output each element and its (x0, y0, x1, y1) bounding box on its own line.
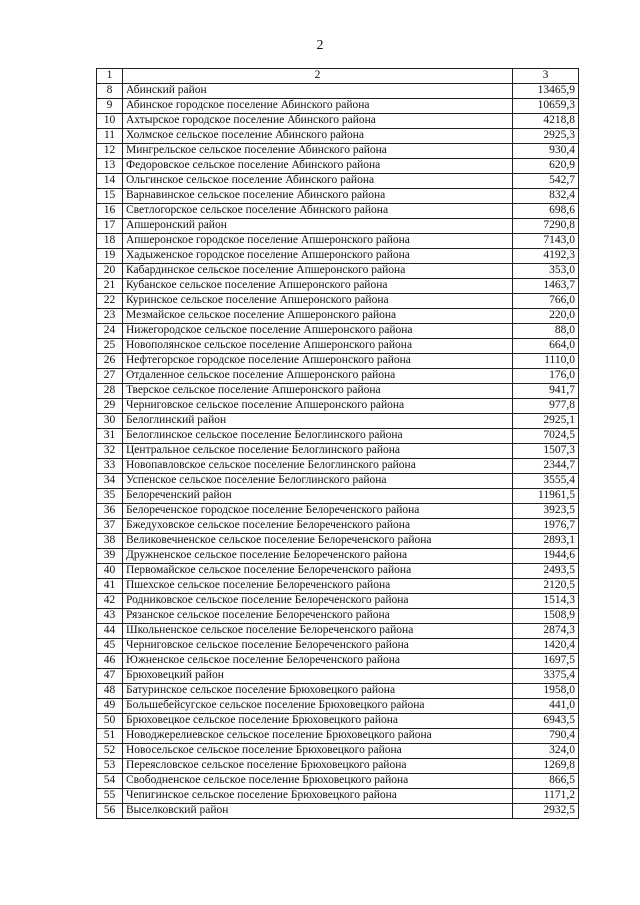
row-name-cell: Ольгинское сельское поселение Абинского района (123, 174, 513, 189)
row-name-cell: Новопавловское сельское поселение Белоглинского района (123, 459, 513, 474)
row-value-cell: 3555,4 (513, 474, 579, 489)
row-value-cell: 2925,3 (513, 129, 579, 144)
row-number-cell: 39 (97, 549, 123, 564)
row-value-cell: 1508,9 (513, 609, 579, 624)
row-name-cell: Выселковский район (123, 804, 513, 819)
table-row (97, 129, 579, 144)
row-name-cell: Батуринское сельское поселение Брюховецкого района (123, 684, 513, 699)
row-number-cell: 45 (97, 639, 123, 654)
table-row (97, 174, 579, 189)
row-number-cell: 53 (97, 759, 123, 774)
row-name-cell: Мезмайское сельское поселение Апшеронского района (123, 309, 513, 324)
row-value-cell: 7143,0 (513, 234, 579, 249)
row-name-cell: Брюховецкое сельское поселение Брюховецкого района (123, 714, 513, 729)
row-name-cell: Новосельское сельское поселение Брюховецкого района (123, 744, 513, 759)
row-value-cell: 1976,7 (513, 519, 579, 534)
table-row (97, 639, 579, 654)
table-row (97, 429, 579, 444)
table-row (97, 324, 579, 339)
table-row (97, 204, 579, 219)
table-row (97, 159, 579, 174)
table-row (97, 774, 579, 789)
row-number-cell: 28 (97, 384, 123, 399)
row-name-cell: Первомайское сельское поселение Белореченского района (123, 564, 513, 579)
row-name-cell: Нефтегорское городское поселение Апшеронского района (123, 354, 513, 369)
row-number-cell: 34 (97, 474, 123, 489)
table-row (97, 564, 579, 579)
row-number-cell: 42 (97, 594, 123, 609)
row-value-cell: 1463,7 (513, 279, 579, 294)
row-number-cell: 17 (97, 219, 123, 234)
allocation-table (96, 68, 579, 819)
row-value-cell: 11961,5 (513, 489, 579, 504)
row-value-cell: 1420,4 (513, 639, 579, 654)
row-number-cell: 11 (97, 129, 123, 144)
table-row (97, 99, 579, 114)
row-value-cell: 353,0 (513, 264, 579, 279)
table-row (97, 84, 579, 99)
row-value-cell: 1958,0 (513, 684, 579, 699)
row-value-cell: 620,9 (513, 159, 579, 174)
table-row (97, 519, 579, 534)
row-number-cell: 9 (97, 99, 123, 114)
row-name-cell: Большебейсугское сельское поселение Брюховецкого района (123, 699, 513, 714)
row-number-cell: 48 (97, 684, 123, 699)
row-name-cell: Чепигинское сельское поселение Брюховецкого района (123, 789, 513, 804)
row-value-cell: 6943,5 (513, 714, 579, 729)
row-number-cell: 40 (97, 564, 123, 579)
table-row (97, 699, 579, 714)
table-row (97, 384, 579, 399)
row-name-cell: Холмское сельское поселение Абинского района (123, 129, 513, 144)
row-name-cell: Варнавинское сельское поселение Абинского района (123, 189, 513, 204)
table-row (97, 249, 579, 264)
row-number-cell: 23 (97, 309, 123, 324)
table-row (97, 714, 579, 729)
row-name-cell: Ахтырское городское поселение Абинского района (123, 114, 513, 129)
row-number-cell: 56 (97, 804, 123, 819)
table-row (97, 684, 579, 699)
row-number-cell: 44 (97, 624, 123, 639)
row-name-cell: Тверское сельское поселение Апшеронского района (123, 384, 513, 399)
row-value-cell: 2893,1 (513, 534, 579, 549)
row-value-cell: 1944,6 (513, 549, 579, 564)
row-name-cell: Родниковское сельское поселение Белореченского района (123, 594, 513, 609)
row-name-cell: Кабардинское сельское поселение Апшеронского района (123, 264, 513, 279)
row-value-cell: 1507,3 (513, 444, 579, 459)
row-number-cell: 15 (97, 189, 123, 204)
table-row (97, 624, 579, 639)
row-number-cell: 24 (97, 324, 123, 339)
row-number-cell: 18 (97, 234, 123, 249)
table-row (97, 264, 579, 279)
table-row (97, 474, 579, 489)
row-value-cell: 3375,4 (513, 669, 579, 684)
row-value-cell: 1110,0 (513, 354, 579, 369)
row-value-cell: 790,4 (513, 729, 579, 744)
row-number-cell: 21 (97, 279, 123, 294)
row-name-cell: Куринское сельское поселение Апшеронского района (123, 294, 513, 309)
table-row (97, 339, 579, 354)
row-number-cell: 10 (97, 114, 123, 129)
row-name-cell: Белоглинское сельское поселение Белоглинского района (123, 429, 513, 444)
row-number-cell: 30 (97, 414, 123, 429)
row-number-cell: 26 (97, 354, 123, 369)
row-value-cell: 88,0 (513, 324, 579, 339)
table-row (97, 234, 579, 249)
row-value-cell: 4218,8 (513, 114, 579, 129)
row-value-cell: 832,4 (513, 189, 579, 204)
row-value-cell: 866,5 (513, 774, 579, 789)
table-row (97, 459, 579, 474)
row-number-cell: 29 (97, 399, 123, 414)
row-value-cell: 1171,2 (513, 789, 579, 804)
row-number-cell: 37 (97, 519, 123, 534)
row-value-cell: 10659,3 (513, 99, 579, 114)
row-name-cell: Хадыженское городское поселение Апшеронского района (123, 249, 513, 264)
table-row (97, 279, 579, 294)
row-name-cell: Мингрельское сельское поселение Абинского района (123, 144, 513, 159)
row-value-cell: 1697,5 (513, 654, 579, 669)
header-cell-name: 2 (123, 69, 513, 84)
row-value-cell: 441,0 (513, 699, 579, 714)
row-number-cell: 22 (97, 294, 123, 309)
row-value-cell: 941,7 (513, 384, 579, 399)
row-number-cell: 32 (97, 444, 123, 459)
row-value-cell: 2120,5 (513, 579, 579, 594)
row-name-cell: Пшехское сельское поселение Белореченского района (123, 579, 513, 594)
row-number-cell: 12 (97, 144, 123, 159)
row-value-cell: 977,8 (513, 399, 579, 414)
row-number-cell: 25 (97, 339, 123, 354)
row-value-cell: 930,4 (513, 144, 579, 159)
row-number-cell: 52 (97, 744, 123, 759)
table-row (97, 399, 579, 414)
row-value-cell: 7024,5 (513, 429, 579, 444)
table-row (97, 354, 579, 369)
row-name-cell: Кубанское сельское поселение Апшеронского района (123, 279, 513, 294)
row-number-cell: 49 (97, 699, 123, 714)
row-value-cell: 766,0 (513, 294, 579, 309)
row-value-cell: 542,7 (513, 174, 579, 189)
row-number-cell: 46 (97, 654, 123, 669)
row-name-cell: Южненское сельское поселение Белореченского района (123, 654, 513, 669)
row-name-cell: Апшеронское городское поселение Апшеронского района (123, 234, 513, 249)
row-value-cell: 4192,3 (513, 249, 579, 264)
row-name-cell: Нижегородское сельское поселение Апшеронского района (123, 324, 513, 339)
row-number-cell: 16 (97, 204, 123, 219)
row-number-cell: 47 (97, 669, 123, 684)
row-value-cell: 2344,7 (513, 459, 579, 474)
row-name-cell: Светлогорское сельское поселение Абинского района (123, 204, 513, 219)
row-name-cell: Черниговское сельское поселение Белореченского района (123, 639, 513, 654)
table-row (97, 549, 579, 564)
table-row (97, 369, 579, 384)
header-cell-value: 3 (513, 69, 579, 84)
row-value-cell: 2493,5 (513, 564, 579, 579)
row-number-cell: 43 (97, 609, 123, 624)
table-row (97, 114, 579, 129)
row-number-cell: 31 (97, 429, 123, 444)
row-number-cell: 51 (97, 729, 123, 744)
row-name-cell: Белореченское городское поселение Белореченского района (123, 504, 513, 519)
row-number-cell: 13 (97, 159, 123, 174)
row-name-cell: Белореченский район (123, 489, 513, 504)
row-name-cell: Центральное сельское поселение Белоглинского района (123, 444, 513, 459)
row-name-cell: Абинское городское поселение Абинского района (123, 99, 513, 114)
row-value-cell: 2874,3 (513, 624, 579, 639)
table-row (97, 654, 579, 669)
row-name-cell: Великовечненское сельское поселение Белореченского района (123, 534, 513, 549)
table-row (97, 594, 579, 609)
table-row (97, 414, 579, 429)
table-row (97, 489, 579, 504)
table-row (97, 804, 579, 819)
row-number-cell: 54 (97, 774, 123, 789)
table-row (97, 534, 579, 549)
row-value-cell: 324,0 (513, 744, 579, 759)
row-name-cell: Бжедуховское сельское поселение Белореченского района (123, 519, 513, 534)
table-row (97, 294, 579, 309)
row-number-cell: 55 (97, 789, 123, 804)
row-name-cell: Апшеронский район (123, 219, 513, 234)
row-name-cell: Новополянское сельское поселение Апшеронского района (123, 339, 513, 354)
row-value-cell: 3923,5 (513, 504, 579, 519)
table-header-row (97, 69, 579, 84)
row-name-cell: Брюховецкий район (123, 669, 513, 684)
table-row (97, 669, 579, 684)
row-value-cell: 7290,8 (513, 219, 579, 234)
table-row (97, 504, 579, 519)
row-number-cell: 8 (97, 84, 123, 99)
row-number-cell: 36 (97, 504, 123, 519)
table-row (97, 729, 579, 744)
header-cell-number: 1 (97, 69, 123, 84)
row-name-cell: Рязанское сельское поселение Белореченского района (123, 609, 513, 624)
row-number-cell: 35 (97, 489, 123, 504)
row-name-cell: Новоджерелиевское сельское поселение Брюховецкого района (123, 729, 513, 744)
table-row (97, 744, 579, 759)
row-name-cell: Черниговское сельское поселение Апшеронского района (123, 399, 513, 414)
row-name-cell: Абинский район (123, 84, 513, 99)
row-value-cell: 1269,8 (513, 759, 579, 774)
row-name-cell: Свободненское сельское поселение Брюховецкого района (123, 774, 513, 789)
row-name-cell: Федоровское сельское поселение Абинского района (123, 159, 513, 174)
row-name-cell: Белоглинский район (123, 414, 513, 429)
table-row (97, 144, 579, 159)
table-row (97, 309, 579, 324)
table-row (97, 444, 579, 459)
row-value-cell: 698,6 (513, 204, 579, 219)
row-name-cell: Школьненское сельское поселение Белореченского района (123, 624, 513, 639)
row-number-cell: 27 (97, 369, 123, 384)
table-row (97, 759, 579, 774)
row-value-cell: 1514,3 (513, 594, 579, 609)
row-name-cell: Отдаленное сельское поселение Апшеронского района (123, 369, 513, 384)
row-number-cell: 50 (97, 714, 123, 729)
row-number-cell: 41 (97, 579, 123, 594)
row-name-cell: Переясловское сельское поселение Брюховецкого района (123, 759, 513, 774)
row-number-cell: 38 (97, 534, 123, 549)
row-value-cell: 176,0 (513, 369, 579, 384)
table-row (97, 189, 579, 204)
row-number-cell: 20 (97, 264, 123, 279)
row-value-cell: 2925,1 (513, 414, 579, 429)
row-number-cell: 19 (97, 249, 123, 264)
table-row (97, 579, 579, 594)
row-name-cell: Успенское сельское поселение Белоглинского района (123, 474, 513, 489)
row-name-cell: Дружненское сельское поселение Белореченского района (123, 549, 513, 564)
row-value-cell: 2932,5 (513, 804, 579, 819)
table-row (97, 219, 579, 234)
row-value-cell: 220,0 (513, 309, 579, 324)
row-number-cell: 14 (97, 174, 123, 189)
table-row (97, 789, 579, 804)
table-row (97, 609, 579, 624)
row-value-cell: 664,0 (513, 339, 579, 354)
page-number: 2 (316, 38, 324, 53)
row-value-cell: 13465,9 (513, 84, 579, 99)
row-number-cell: 33 (97, 459, 123, 474)
